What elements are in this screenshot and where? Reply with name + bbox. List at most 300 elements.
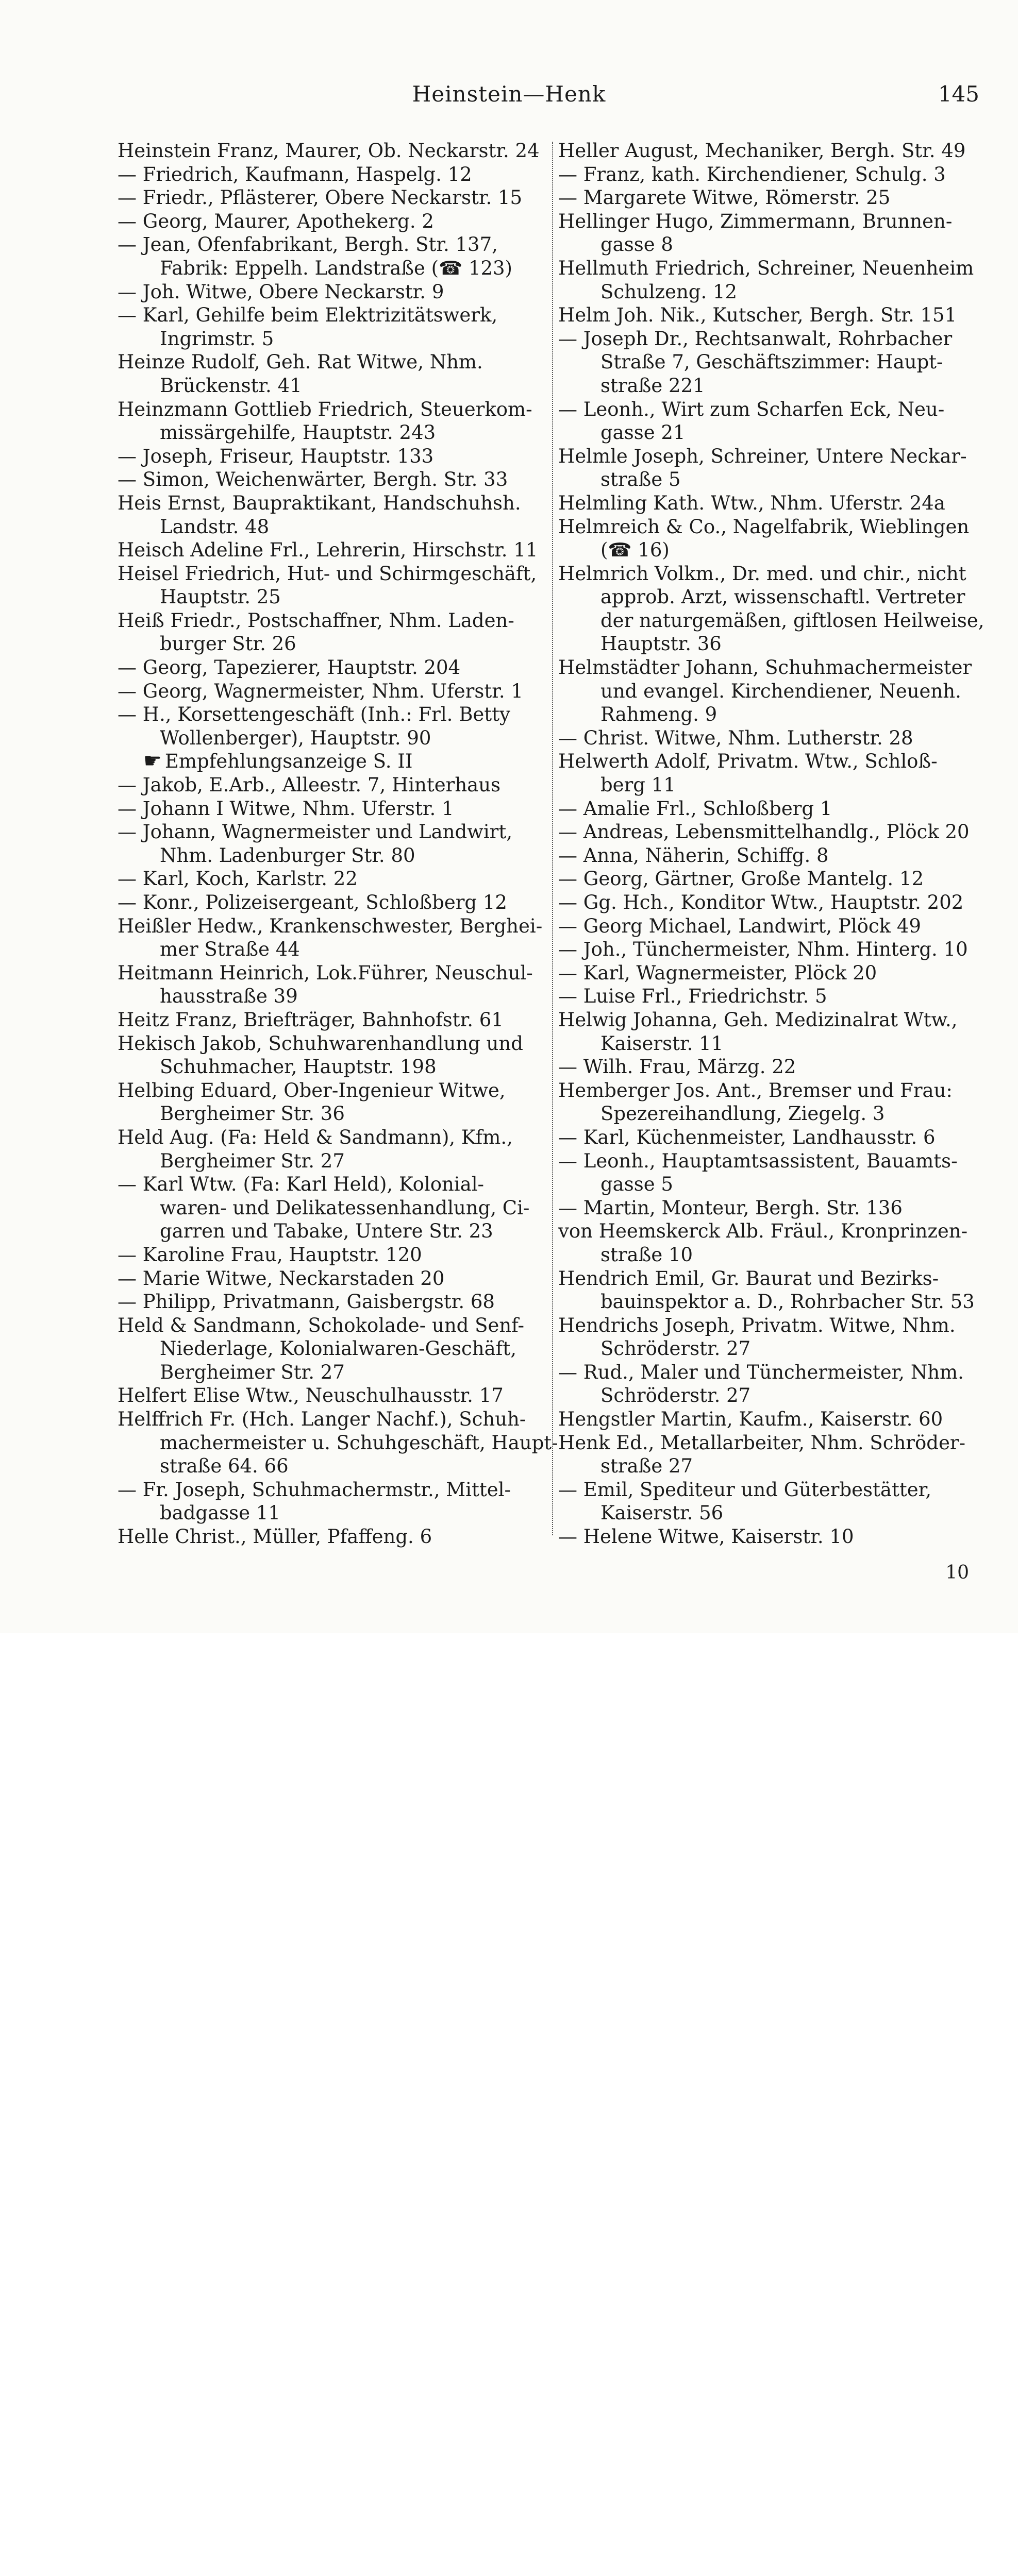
entry-continuation-line <box>118 421 550 445</box>
entry-continuation-line <box>558 1337 996 1361</box>
entry-continuation-line <box>118 1149 550 1173</box>
entry-line <box>118 468 550 492</box>
entry-text: — Martin, Monteur, Bergh. Str. 136 <box>558 1196 903 1219</box>
entry-text: — Friedr., Pflästerer, Obere Neckarstr. 15 <box>118 187 523 209</box>
directory-entry <box>118 609 550 656</box>
entry-line <box>558 1219 996 1243</box>
entry-text: — Joseph Dr., Rechtsanwalt, Rohrbacher <box>558 327 953 350</box>
entry-text: Niederlage, Kolonialwaren-Geschäft, <box>160 1337 516 1360</box>
entry-continuation-line <box>558 703 996 726</box>
entry-text: Helffrich Fr. (Hch. Langer Nachf.), Schuh- <box>118 1408 526 1431</box>
entry-text: straße 5 <box>600 468 681 491</box>
directory-entry <box>558 492 996 515</box>
directory-entry <box>118 820 550 867</box>
entry-line <box>118 303 550 327</box>
entry-text: hausstraße 39 <box>160 985 298 1008</box>
directory-entry <box>118 773 550 797</box>
entry-continuation-line <box>118 515 550 539</box>
entry-text: — Georg, Wagnermeister, Nhm. Uferstr. 1 <box>118 680 523 702</box>
directory-entry <box>118 867 550 891</box>
entry-line <box>118 139 550 163</box>
directory-entry <box>558 726 996 750</box>
entry-text: — Christ. Witwe, Nhm. Lutherstr. 28 <box>558 726 913 749</box>
entry-line <box>118 609 550 633</box>
directory-entry <box>118 1525 550 1549</box>
directory-entry <box>558 1008 996 1055</box>
entry-text: Hauptstr. 25 <box>160 586 281 608</box>
entry-text: garren und Tabake, Untere Str. 23 <box>160 1220 493 1243</box>
column-divider <box>552 142 553 1535</box>
entry-continuation-line <box>118 938 550 961</box>
directory-entry <box>118 1384 550 1408</box>
entry-line <box>558 492 996 515</box>
entry-text: — Georg Michael, Landwirt, Plöck 49 <box>558 914 921 937</box>
entry-line <box>558 257 996 280</box>
entry-line <box>118 1079 550 1103</box>
entry-text: Kaiserstr. 11 <box>600 1032 724 1055</box>
entry-line <box>118 703 550 726</box>
entry-text: Heisch Adeline Frl., Lehrerin, Hirschstr. 11 <box>118 539 538 562</box>
directory-entry <box>118 1173 550 1243</box>
entry-line <box>118 1032 550 1056</box>
entry-text: — Georg, Tapezierer, Hauptstr. 204 <box>118 656 461 679</box>
directory-entry <box>558 257 996 303</box>
directory-entry <box>118 961 550 1008</box>
entry-continuation-line <box>118 1337 550 1361</box>
entry-continuation-line <box>118 1102 550 1126</box>
directory-entry <box>558 797 996 821</box>
directory-entry <box>558 750 996 796</box>
entry-text: Helmreich & Co., Nagelfabrik, Wieblingen <box>558 515 970 538</box>
entry-text: — Karl, Küchenmeister, Landhausstr. 6 <box>558 1126 936 1148</box>
entry-text: Hekisch Jakob, Schuhwarenhandlung und <box>118 1032 523 1055</box>
directory-entry <box>558 445 996 492</box>
entry-text: — Karoline Frau, Hauptstr. 120 <box>118 1243 422 1266</box>
entry-line <box>118 680 550 703</box>
directory-entry <box>118 1408 558 1478</box>
directory-entry <box>118 562 550 609</box>
directory-entry <box>118 303 550 350</box>
entry-text: Brückenstr. 41 <box>160 374 302 397</box>
entry-text: (☎ 16) <box>600 539 670 562</box>
entry-text: Heisel Friedrich, Hut- und Schirmgeschäft, <box>118 562 537 585</box>
directory-entry <box>558 656 996 726</box>
entry-line <box>118 914 550 938</box>
entry-line <box>558 562 996 586</box>
entry-text: Spezereihandlung, Ziegelg. 3 <box>600 1103 885 1125</box>
entry-text: — Marie Witwe, Neckarstaden 20 <box>118 1267 445 1290</box>
entry-text: Heitz Franz, Briefträger, Bahnhofstr. 61 <box>118 1008 504 1031</box>
directory-entry <box>118 1126 550 1173</box>
directory-entry <box>558 820 996 844</box>
directory-entry <box>118 350 550 397</box>
entry-text: waren- und Delikatessenhandlung, Ci- <box>160 1196 530 1219</box>
entry-text: — Rud., Maler und Tünchermeister, Nhm. <box>558 1361 964 1383</box>
entry-text: — Amalie Frl., Schloßberg 1 <box>558 797 832 820</box>
entry-line <box>118 1525 550 1549</box>
directory-entry <box>118 139 550 163</box>
entry-line <box>558 1079 996 1103</box>
entry-line <box>118 1008 550 1032</box>
entry-text: straße 27 <box>600 1455 693 1478</box>
entry-text: — Luise Frl., Friedrichstr. 5 <box>558 985 827 1008</box>
entry-continuation-line <box>118 632 550 656</box>
entry-line <box>118 773 550 797</box>
left-column <box>118 139 558 1549</box>
entry-line <box>118 186 550 210</box>
entry-line <box>558 961 996 985</box>
entry-continuation-line <box>118 844 550 868</box>
entry-text: — H., Korsettengeschäft (Inh.: Frl. Betty <box>118 703 510 726</box>
entry-continuation-line <box>558 1290 996 1314</box>
directory-entry <box>118 280 550 304</box>
entry-text: von Heemskerck Alb. Fräul., Kronprinzen- <box>558 1220 968 1243</box>
directory-entry <box>118 703 550 750</box>
directory-entry <box>558 515 996 562</box>
directory-entry <box>118 656 550 680</box>
entry-text: — Georg, Gärtner, Große Mantelg. 12 <box>558 868 924 890</box>
entry-line <box>558 303 996 327</box>
directory-entry <box>558 1431 996 1478</box>
entry-line <box>558 726 996 750</box>
directory-entry <box>118 1243 550 1267</box>
entry-line <box>558 1196 996 1220</box>
entry-text: Held Aug. (Fa: Held & Sandmann), Kfm., <box>118 1126 513 1148</box>
directory-entry <box>118 680 550 703</box>
entry-text: Fabrik: Eppelh. Landstraße (☎ 123) <box>160 257 512 279</box>
entry-line <box>118 1384 550 1408</box>
entry-text: — Karl, Koch, Karlstr. 22 <box>118 868 358 890</box>
directory-entry <box>118 797 550 821</box>
entry-line <box>118 891 550 914</box>
entry-line <box>558 891 996 914</box>
entry-text: der naturgemäßen, giftlosen Heilweise, <box>600 609 984 632</box>
entry-continuation-line <box>558 280 996 304</box>
directory-entry <box>118 1314 550 1384</box>
entry-continuation-line <box>558 468 996 492</box>
entry-text: Hauptstr. 36 <box>600 633 722 655</box>
entry-continuation-line <box>558 233 996 257</box>
entry-text: — Fr. Joseph, Schuhmachermstr., Mittel- <box>118 1478 511 1501</box>
directory-entry <box>118 468 550 492</box>
entry-line <box>118 1314 550 1337</box>
entry-text: — Joh. Witwe, Obere Neckarstr. 9 <box>118 280 444 303</box>
entry-text: Schulzeng. 12 <box>600 280 738 303</box>
entry-text: Heinzmann Gottlieb Friedrich, Steuerkom- <box>118 398 532 420</box>
entry-line <box>118 750 550 773</box>
directory-entry <box>558 1149 996 1196</box>
entry-line <box>558 1149 996 1173</box>
entry-line <box>118 492 550 515</box>
entry-text: Helle Christ., Müller, Pfaffeng. 6 <box>118 1526 432 1548</box>
entry-text: gasse 21 <box>600 421 686 444</box>
entry-continuation-line <box>118 585 550 609</box>
entry-text: bauinspektor a. D., Rohrbacher Str. 53 <box>600 1291 975 1313</box>
entry-continuation-line <box>558 609 996 633</box>
entry-text: — Simon, Weichenwärter, Bergh. Str. 33 <box>118 468 508 491</box>
entry-line <box>118 961 550 985</box>
directory-entry <box>118 538 550 562</box>
entry-line <box>558 210 996 233</box>
page-number: 145 <box>938 81 979 107</box>
directory-entry <box>118 233 550 280</box>
entry-continuation-line <box>118 1431 558 1455</box>
entry-line <box>558 1055 996 1079</box>
entry-text: Hendrichs Joseph, Privatm. Witwe, Nhm. <box>558 1314 956 1336</box>
entry-text: berg 11 <box>600 774 676 796</box>
entry-continuation-line <box>558 1032 996 1056</box>
entry-line <box>118 1173 550 1196</box>
entry-text: Helmle Joseph, Schreiner, Untere Neckar- <box>558 445 967 467</box>
entry-line <box>118 350 550 374</box>
entry-continuation-line <box>118 985 550 1008</box>
entry-continuation-line <box>558 374 996 398</box>
entry-text: Bergheimer Str. 36 <box>160 1103 345 1125</box>
entry-text: Schröderstr. 27 <box>600 1384 751 1407</box>
entry-text: straße 64. 66 <box>160 1455 289 1478</box>
entry-text: und evangel. Kirchendiener, Neuenh. <box>600 680 961 702</box>
directory-entry <box>558 562 996 656</box>
entry-line <box>118 1290 550 1314</box>
entry-line <box>558 797 996 821</box>
directory-entry <box>558 186 996 210</box>
directory-entry <box>558 1126 996 1149</box>
directory-entry <box>558 938 996 961</box>
entry-line <box>118 1478 550 1502</box>
directory-entry <box>118 210 550 233</box>
entry-line <box>118 398 550 421</box>
directory-entry <box>118 891 550 914</box>
entry-line <box>118 1408 550 1431</box>
entry-continuation-line <box>118 374 550 398</box>
entry-text: Heinze Rudolf, Geh. Rat Witwe, Nhm. <box>118 351 483 374</box>
entry-line <box>558 515 996 539</box>
directory-entry <box>118 445 550 468</box>
directory-entry <box>118 1079 550 1126</box>
entry-text: — Karl, Gehilfe beim Elektrizitätswerk, <box>118 304 498 327</box>
entry-continuation-line <box>558 1384 996 1408</box>
entry-text: Helfert Elise Wtw., Neuschulhausstr. 17 <box>118 1384 504 1407</box>
entry-text: Helwig Johanna, Geh. Medizinalrat Wtw., <box>558 1008 958 1031</box>
entry-text: Helm Joh. Nik., Kutscher, Bergh. Str. 151 <box>558 304 957 327</box>
directory-entry <box>558 1267 996 1314</box>
entry-text: Schuhmacher, Hauptstr. 198 <box>160 1056 437 1078</box>
entry-line <box>118 1267 550 1291</box>
entry-continuation-line <box>558 632 996 656</box>
entry-text: — Jean, Ofenfabrikant, Bergh. Str. 137, <box>118 233 498 256</box>
entry-text: — Gg. Hch., Konditor Wtw., Hauptstr. 202 <box>558 891 964 913</box>
directory-entry <box>558 1478 996 1525</box>
entry-line <box>558 327 996 351</box>
entry-continuation-line <box>558 773 996 797</box>
entry-line <box>558 820 996 844</box>
entry-text: — Friedrich, Kaufmann, Haspelg. 12 <box>118 163 472 185</box>
entry-text: Hemberger Jos. Ant., Bremser und Frau: <box>558 1079 953 1101</box>
entry-line <box>118 867 550 891</box>
entry-text: Helwerth Adolf, Privatm. Wtw., Schloß- <box>558 750 938 773</box>
entry-line <box>558 1478 996 1502</box>
entry-text: — Georg, Maurer, Apothekerg. 2 <box>118 210 434 232</box>
entry-text: Hengstler Martin, Kaufm., Kaiserstr. 60 <box>558 1408 943 1431</box>
entry-line <box>558 844 996 868</box>
directory-entry <box>558 139 996 163</box>
entry-text: missärgehilfe, Hauptstr. 243 <box>160 421 436 444</box>
entry-text: — Anna, Näherin, Schiffg. 8 <box>558 844 829 867</box>
directory-entry <box>118 1478 550 1525</box>
entry-line <box>558 938 996 961</box>
entry-text: Heinstein Franz, Maurer, Ob. Neckarstr. 24 <box>118 140 540 162</box>
directory-entry <box>558 891 996 914</box>
entry-line <box>118 538 550 562</box>
entry-text: gasse 8 <box>600 233 673 256</box>
entry-text: gasse 5 <box>600 1173 673 1196</box>
entry-continuation-line <box>118 1361 550 1384</box>
entry-continuation-line <box>558 1454 996 1478</box>
entry-line <box>118 797 550 821</box>
entry-text: Straße 7, Geschäftszimmer: Haupt- <box>600 351 943 374</box>
entry-text: Schröderstr. 27 <box>600 1337 751 1360</box>
directory-entry <box>118 163 550 187</box>
entry-continuation-line <box>558 1173 996 1196</box>
entry-line <box>558 1267 996 1291</box>
entry-text: straße 221 <box>600 374 705 397</box>
entry-text: — Joh., Tünchermeister, Nhm. Hinterg. 10 <box>558 938 968 961</box>
entry-text: Helbing Eduard, Ober-Ingenieur Witwe, <box>118 1079 506 1101</box>
running-header: Heinstein—Henk <box>412 81 606 107</box>
directory-entry <box>558 303 996 327</box>
entry-line <box>558 1525 996 1549</box>
entry-text: straße 10 <box>600 1243 693 1266</box>
entry-line <box>558 867 996 891</box>
entry-text: Landstr. 48 <box>160 515 270 538</box>
directory-entry <box>118 1290 550 1314</box>
entry-continuation-line <box>118 726 550 750</box>
entry-line <box>118 562 550 586</box>
entry-line <box>558 186 996 210</box>
entry-text: Held & Sandmann, Schokolade- und Senf- <box>118 1314 525 1336</box>
directory-entry <box>558 867 996 891</box>
entry-text: badgasse 11 <box>160 1502 280 1524</box>
entry-text: Bergheimer Str. 27 <box>160 1361 345 1383</box>
entry-text: Ingrimstr. 5 <box>160 327 274 350</box>
entry-line <box>118 210 550 233</box>
entry-text: Empfehlungsanzeige S. II <box>164 750 413 773</box>
directory-entry <box>118 492 550 538</box>
entry-text: approb. Arzt, wissenschaftl. Vertreter <box>600 586 965 608</box>
directory-entry <box>558 163 996 187</box>
directory-entry <box>558 1055 996 1079</box>
directory-entry <box>558 1314 996 1361</box>
entry-continuation-line <box>558 538 996 562</box>
entry-continuation-line <box>558 680 996 703</box>
entry-line <box>118 233 550 257</box>
entry-text: Nhm. Ladenburger Str. 80 <box>160 844 415 867</box>
directory-entry <box>558 1408 996 1431</box>
entry-line <box>558 1314 996 1337</box>
entry-text: — Andreas, Lebensmittelhandlg., Plöck 20 <box>558 821 970 843</box>
entry-line <box>558 139 996 163</box>
entry-text: — Karl, Wagnermeister, Plöck 20 <box>558 961 877 984</box>
entry-text: — Karl Wtw. (Fa: Karl Held), Kolonial- <box>118 1173 485 1196</box>
entry-line <box>558 985 996 1008</box>
footer <box>0 1633 1018 1706</box>
entry-continuation-line <box>118 1219 550 1243</box>
entry-continuation-line <box>558 1243 996 1267</box>
entry-line <box>118 1243 550 1267</box>
entry-text: — Leonh., Wirt zum Scharfen Eck, Neu- <box>558 398 945 420</box>
entry-text: Helmrich Volkm., Dr. med. und chir., nicht <box>558 562 966 585</box>
entry-text: — Joseph, Friseur, Hauptstr. 133 <box>118 445 434 467</box>
entry-line <box>118 280 550 304</box>
directory-entry <box>558 1079 996 1126</box>
entry-line <box>558 163 996 187</box>
entry-text: Heißler Hedw., Krankenschwester, Berghei- <box>118 914 543 937</box>
entry-text: — Margarete Witwe, Römerstr. 25 <box>558 187 891 209</box>
entry-text: Helmstädter Johann, Schuhmachermeister <box>558 656 972 679</box>
entry-line <box>558 398 996 421</box>
directory-entry <box>558 1219 996 1266</box>
entry-line <box>118 656 550 680</box>
entry-text: Heis Ernst, Baupraktikant, Handschuhsh. <box>118 492 521 514</box>
entry-text: burger Str. 26 <box>160 633 296 655</box>
entry-text: Heitmann Heinrich, Lok.Führer, Neuschul- <box>118 961 533 984</box>
directory-entry <box>118 1267 550 1291</box>
entry-text: — Helene Witwe, Kaiserstr. 10 <box>558 1526 854 1548</box>
entry-line <box>118 1126 550 1149</box>
entry-text: — Johann I Witwe, Nhm. Uferstr. 1 <box>118 797 454 820</box>
entry-text: — Johann, Wagnermeister und Landwirt, <box>118 821 512 843</box>
entry-text: — Philipp, Privatmann, Gaisbergstr. 68 <box>118 1291 495 1313</box>
entry-text: Wollenberger), Hauptstr. 90 <box>160 726 431 749</box>
entry-line <box>558 1361 996 1384</box>
directory-entry <box>558 985 996 1008</box>
directory-entry <box>558 1196 996 1220</box>
entry-line <box>558 1408 996 1431</box>
entry-text: Helmling Kath. Wtw., Nhm. Uferstr. 24a <box>558 492 945 514</box>
directory-entry <box>118 1008 550 1032</box>
pointing-hand-icon: ☛ <box>143 749 162 773</box>
directory-entry <box>558 210 996 257</box>
entry-text: mer Straße 44 <box>160 938 300 961</box>
directory-entry <box>558 327 996 398</box>
directory-entry <box>558 914 996 938</box>
entry-text: — Konr., Polizeisergeant, Schloßberg 12 <box>118 891 507 913</box>
entry-line <box>558 656 996 680</box>
entry-line <box>558 445 996 468</box>
entry-text: Hellinger Hugo, Zimmermann, Brunnen- <box>558 210 953 232</box>
entry-text: Heller August, Mechaniker, Bergh. Str. 49 <box>558 140 966 162</box>
entry-line <box>118 163 550 187</box>
directory-entry <box>558 1361 996 1408</box>
directory-entry <box>118 398 550 445</box>
entry-continuation-line <box>118 1055 550 1079</box>
directory-entry <box>118 1032 550 1079</box>
entry-text: Bergheimer Str. 27 <box>160 1149 345 1172</box>
entry-continuation-line <box>558 350 996 374</box>
entry-text: — Franz, kath. Kirchendiener, Schulg. 3 <box>558 163 946 185</box>
entry-line <box>558 914 996 938</box>
entry-text: — Jakob, E.Arb., Alleestr. 7, Hinterhaus <box>118 774 501 796</box>
entry-continuation-line <box>118 327 550 351</box>
directory-entry <box>118 914 550 961</box>
entry-text: Hendrich Emil, Gr. Baurat und Bezirks- <box>558 1267 939 1290</box>
entry-text: Heiß Friedr., Postschaffner, Nhm. Laden- <box>118 609 514 632</box>
right-column <box>558 139 996 1549</box>
directory-entry <box>558 1525 996 1549</box>
entry-continuation-line <box>558 1102 996 1126</box>
entry-continuation-line <box>118 1454 550 1478</box>
entry-text: — Leonh., Hauptamtsassistent, Bauamts- <box>558 1149 958 1172</box>
